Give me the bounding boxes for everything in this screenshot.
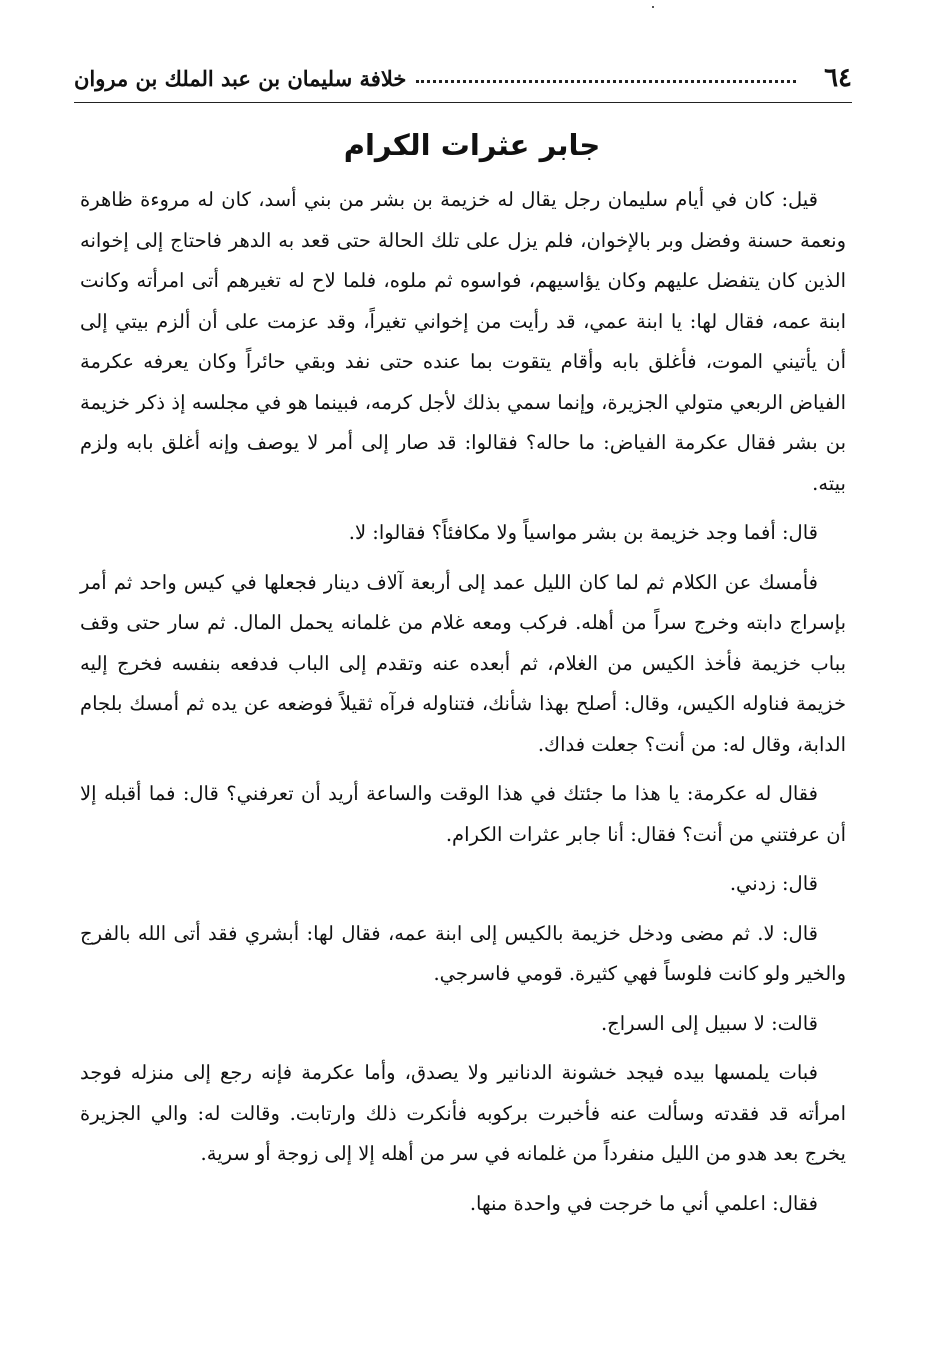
header-rule (74, 102, 852, 103)
page-number: ٦٤ (824, 63, 852, 93)
running-header (74, 58, 852, 98)
paragraph: فبات يلمسها بيده فيجد خشونة الدنانير ولا يصدق، وأما عكرمة فإنه رجع إلى منزله فوجد امرأته قد فقدته وسألت عنه فأخبرت بركوبه فأنكرت ذلك وارتابت. وقالت له: والي الجزيرة يخرج بعد هدو من الليل منفرداً من غلمانه في سر من أهله إلا إلى زوجة أو سرية. (80, 1061, 846, 1165)
paragraph: قيل: كان في أيام سليمان رجل يقال له خزيمة بن بشر من بني أسد، كان له مروءة ظاهرة ونعمة حسنة وفضل وبر بالإخوان، فلم يزل على تلك الحالة حتى قعد به الدهر فاحتاج إلى إخوانه الذين كان يتفضل عليهم وكان يؤاسيهم، فواسوه ثم ملوه، فلما لاح له تغيرهم أتى امرأته وكانت ابنة عمه، فقال لها: يا ابنة عمي، قد رأيت من إخواني تغيراً، وقد عزمت على أن ألزم بيتي إلى أن يأتيني الموت، فأغلق بابه وأقام يتقوت بما عنده حتى نفد وبقي حائراً وكان يعرفه عكرمة الفياض الربعي متولي الجزيرة، وإنما سمي بذلك لأجل كرمه، فبينما هو في مجلسه إذ ذكر خزيمة بن بشر فقال عكرمة الفياض: ما حاله؟ فقالوا: قد صار إلى أمر لا يوصف وإنه أغلق بابه ولزم بيته. (80, 188, 846, 495)
paragraph: فقال: اعلمي أني ما خرجت في واحدة منها. (469, 1191, 818, 1215)
paragraph: قالت: لا سبيل إلى السراج. (600, 1011, 818, 1035)
paragraph: قال: زدني. (729, 872, 818, 895)
paragraph: قال: لا. ثم مضى ودخل خزيمة بالكيس إلى ابنة عمه، فقال لها: أبشري فقد أتى الله بالفرج والخير ولو كانت فلوساً فهي كثيرة. قومي فاسرجي. (80, 921, 846, 985)
chapter-title: جابر عثرات الكرام (343, 128, 601, 162)
dotted-leader (416, 80, 796, 83)
paragraph: فأمسك عن الكلام ثم لما كان الليل عمد إلى أربعة آلاف دينار فجعلها في كيس واحد ثم أمر بإسراج دابته وخرج سراً من أهله. فركب ومعه غلام من غلمانه يحمل المال. ثم سار حتى وقف بباب خزيمة فأخذ الكيس من الغلام، ثم أبعده عنه وتقدم إلى الباب فدفعه بنفسه فخرج إليه خزيمة فناوله الكيس، وقال: أصلح بهذا شأنك، فتناوله فرآه ثقيلاً فوضعه عن يده ثم أمسك بلجام الدابة، وقال له: من أنت؟ جعلت فداك. (80, 570, 846, 756)
body-text (80, 180, 846, 1233)
running-title: خلافة سليمان بن عبد الملك بن مروان (74, 65, 407, 91)
paragraph: فقال له عكرمة: يا هذا ما جئتك في هذا الوقت والساعة أريد أن تعرفني؟ قال: فما أقبله إلا أن عرفتني من أنت؟ فقال: أنا جابر عثرات الكرام. (80, 782, 846, 846)
scan-speck (652, 6, 654, 8)
paragraph: قال: أفما وجد خزيمة بن بشر مواسياً ولا مكافئاً؟ فقالوا: لا. (348, 521, 818, 544)
